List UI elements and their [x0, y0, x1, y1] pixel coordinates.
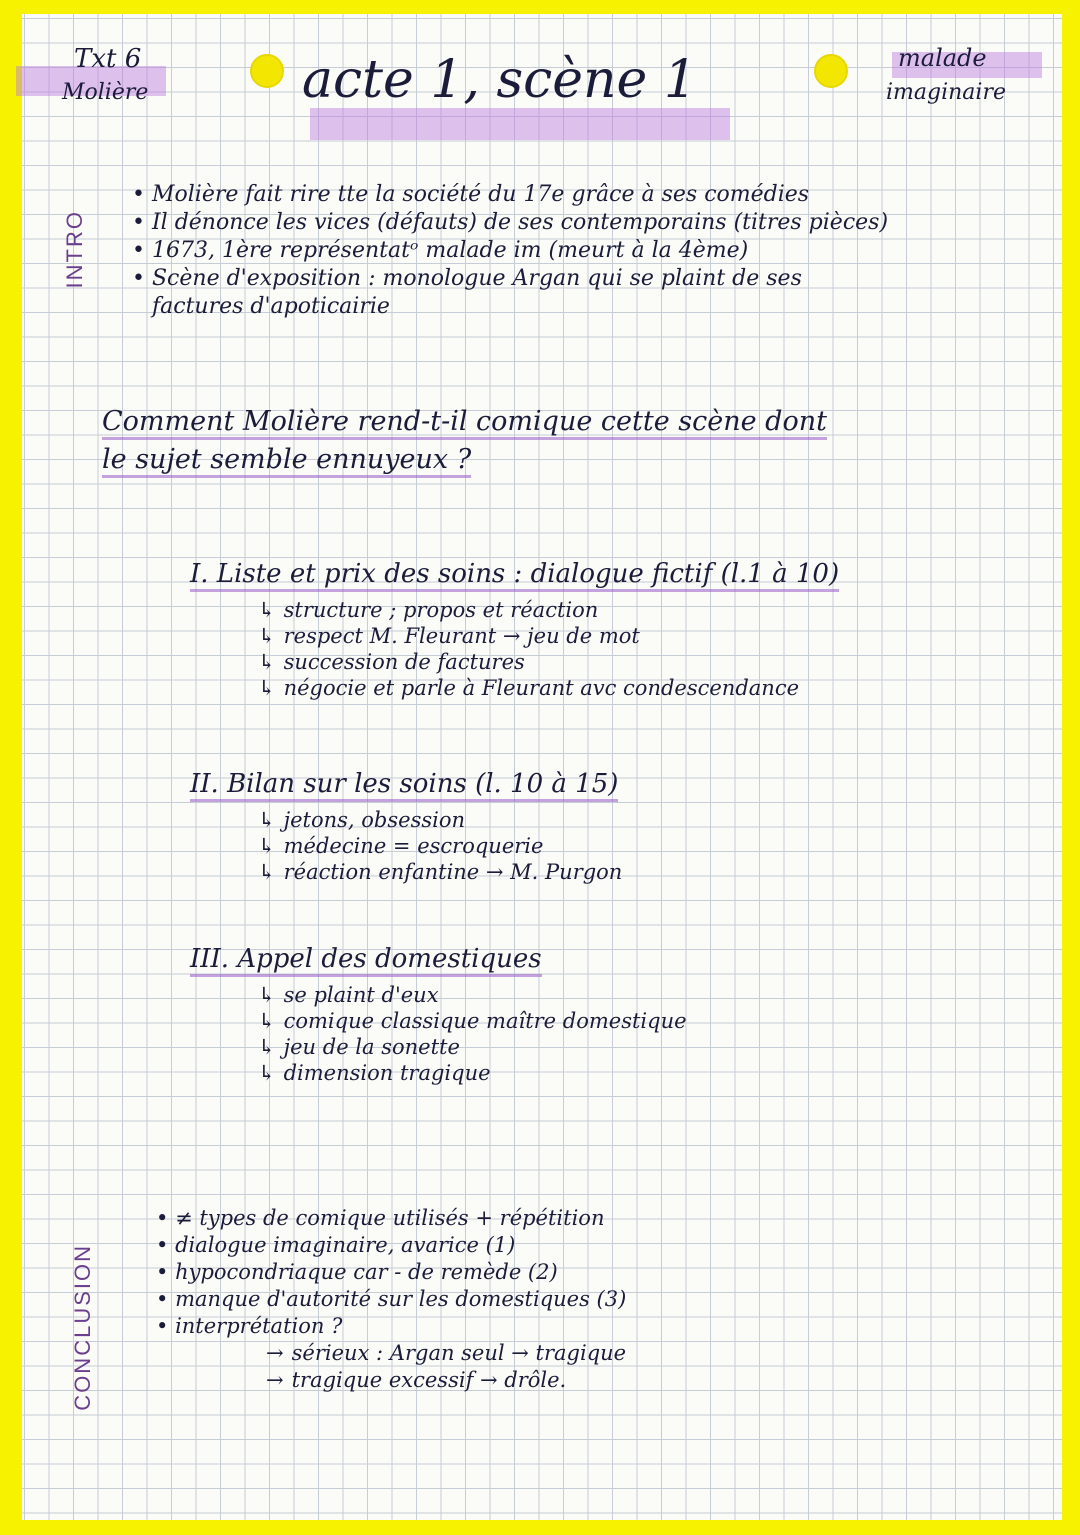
part-2-item: ↳ médecine = escroquerie: [258, 834, 544, 858]
conclusion-line: • dialogue imaginaire, avarice (1): [156, 1233, 516, 1257]
problematique: [102, 406, 1022, 478]
intro-line: • 1673, 1ère représentatᵒ malade im (meurt à la 4ème): [132, 238, 749, 263]
part-3-item: ↳ dimension tragique: [258, 1061, 491, 1085]
conclusion-text: ≠ types de comique utilisés + répétition: [175, 1206, 605, 1230]
part-1-item: ↳ succession de factures: [258, 650, 525, 674]
intro-text: factures d'apoticairie: [152, 294, 390, 319]
yellow-dot-icon: [814, 54, 848, 88]
intro-text: Il dénonce les vices (défauts) de ses contemporains (titres pièces): [151, 210, 889, 235]
author-label: Molière: [62, 80, 149, 105]
item-text: comique classique maître domestique: [283, 1009, 687, 1033]
item-text: jeu de la sonette: [283, 1035, 460, 1059]
intro-line: • Scène d'exposition : monologue Argan qui se plaint de ses: [132, 266, 802, 291]
part-1: [190, 559, 1050, 702]
notebook-page: [22, 14, 1062, 1520]
play-title-line2: imaginaire: [886, 80, 1006, 105]
conclusion-text: dialogue imaginaire, avarice (1): [175, 1233, 516, 1257]
intro-text: 1673, 1ère représentatᵒ malade im (meurt à la 4ème): [151, 238, 749, 263]
item-text: structure ; propos et réaction: [283, 598, 599, 622]
part-2: [190, 769, 1050, 886]
conclusion-line: • ≠ types de comique utilisés + répétition: [156, 1206, 605, 1230]
conclusion-line: • interprétation ?: [156, 1314, 343, 1338]
yellow-dot-icon: [250, 54, 284, 88]
part-3-item: ↳ jeu de la sonette: [258, 1035, 460, 1059]
part-1-item: ↳ négocie et parle à Fleurant avc condescendance: [258, 676, 800, 700]
item-text: négocie et parle à Fleurant avc condescendance: [283, 676, 800, 700]
conclusion-label: CONCLUSION: [70, 1244, 95, 1411]
problematique-line1: Comment Molière rend-t-il comique cette scène dont: [102, 406, 827, 440]
text-label: Txt 6: [74, 44, 142, 74]
intro-text: Scène d'exposition : monologue Argan qui se plaint de ses: [151, 266, 802, 291]
intro-line: • Il dénonce les vices (défauts) de ses contemporains (titres pièces): [132, 210, 889, 235]
part-1-title: I. Liste et prix des soins : dialogue fictif (l.1 à 10): [190, 559, 839, 592]
item-text: se plaint d'eux: [283, 983, 439, 1007]
intro-list: [132, 182, 1052, 322]
conclusion-subline: → sérieux : Argan seul → tragique: [266, 1341, 627, 1365]
part-2-item: ↳ jetons, obsession: [258, 808, 466, 832]
conclusion-subline: → tragique excessif → drôle.: [266, 1368, 567, 1392]
conclusion-text: hypocondriaque car - de remède (2): [175, 1260, 558, 1284]
problematique-line2: le sujet semble ennuyeux ?: [102, 444, 471, 478]
intro-text: Molière fait rire tte la société du 17e grâce à ses comédies: [151, 182, 810, 207]
intro-line: • Molière fait rire tte la société du 17e grâce à ses comédies: [132, 182, 810, 207]
part-3-title: III. Appel des domestiques: [190, 944, 542, 977]
intro-line: [132, 294, 1052, 322]
item-text: médecine = escroquerie: [283, 834, 544, 858]
item-text: jetons, obsession: [283, 808, 466, 832]
part-1-item: ↳ respect M. Fleurant → jeu de mot: [258, 624, 640, 648]
intro-label: INTRO: [62, 210, 87, 289]
title-highlight: [310, 108, 730, 140]
part-2-title: II. Bilan sur les soins (l. 10 à 15): [190, 769, 618, 802]
page-title: acte 1, scène 1: [302, 50, 697, 110]
conclusion-text: interprétation ?: [175, 1314, 343, 1338]
part-3-item: ↳ se plaint d'eux: [258, 983, 439, 1007]
conclusion-text: manque d'autorité sur les domestiques (3): [175, 1287, 627, 1311]
part-1-item: ↳ structure ; propos et réaction: [258, 598, 599, 622]
conclusion-line: • hypocondriaque car - de remède (2): [156, 1260, 558, 1284]
conclusion-subtext: sérieux : Argan seul → tragique: [291, 1341, 627, 1365]
conclusion-subtext: tragique excessif → drôle.: [291, 1368, 567, 1392]
part-3: [190, 944, 1050, 1087]
item-text: succession de factures: [283, 650, 525, 674]
conclusion-list: [156, 1206, 1036, 1395]
item-text: réaction enfantine → M. Purgon: [283, 860, 623, 884]
item-text: respect M. Fleurant → jeu de mot: [283, 624, 640, 648]
item-text: dimension tragique: [283, 1061, 491, 1085]
conclusion-line: • manque d'autorité sur les domestiques (3): [156, 1287, 627, 1311]
part-2-item: ↳ réaction enfantine → M. Purgon: [258, 860, 623, 884]
part-3-item: ↳ comique classique maître domestique: [258, 1009, 687, 1033]
play-title-line1: malade: [898, 44, 987, 72]
